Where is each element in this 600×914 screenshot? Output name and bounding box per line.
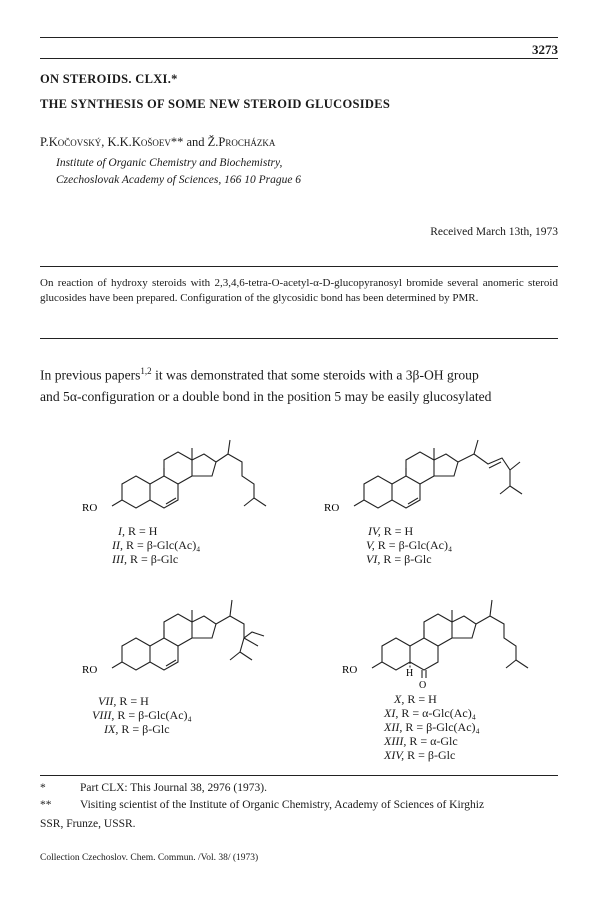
compound-label: II, R = β-Glc(Ac)₄ — [112, 538, 201, 552]
footnote-2-text: Visiting scientist of the Institute of Organic Chemistry, Academy of Sciences of Kirghiz — [80, 799, 485, 811]
title-line-1: ON STEROIDS. CLXI.* — [40, 72, 178, 86]
author-conjunction: and — [186, 135, 205, 149]
received-date: Received March 13th, 1973 — [430, 226, 558, 238]
ro-label-4: RO — [342, 664, 358, 676]
footnote-1-mark: * — [40, 782, 46, 794]
affiliation-line-2: Czechoslovak Academy of Sciences, 166 10 Prague 6 — [56, 174, 302, 186]
title-line-2: THE SYNTHESIS OF SOME NEW STEROID GLUCOSIDES — [40, 97, 391, 111]
footnote-1 — [40, 782, 560, 794]
body-line-1 — [40, 366, 560, 384]
journal-footer: Collection Czechoslov. Chem. Commun. /Vol. 38/ (1973) — [40, 853, 259, 863]
author-list: P.Kočovský, K.K.Košoev** and Ž.Procházka — [40, 135, 276, 149]
author-1-initials: P. — [40, 135, 49, 149]
hydrogen-label: H — [406, 668, 414, 679]
compound-label: XIV, R = β-Glc — [384, 748, 456, 762]
oxygen-label: O — [419, 680, 427, 690]
compound-label: VIII, R = β-Glc(Ac)₄ — [92, 708, 192, 722]
author-2-name: Košoev — [131, 135, 171, 149]
steroid-structure-1 — [80, 428, 300, 524]
ro-label-2: RO — [324, 502, 340, 514]
compound-label: XII, R = β-Glc(Ac)₄ — [384, 720, 480, 734]
compound-labels-4 — [384, 692, 480, 762]
compound-labels-1 — [112, 524, 201, 566]
compound-label: X, R = H — [394, 692, 437, 706]
body-line-1-start: In previous papers — [40, 367, 141, 383]
compound-label: VII, R = H — [98, 694, 149, 708]
reference-superscript: 1,2 — [140, 366, 152, 376]
footnote-2-continued: SSR, Frunze, USSR. — [40, 818, 136, 830]
compound-label: V, R = β-Glc(Ac)₄ — [366, 538, 453, 552]
author-3-initials: Ž. — [207, 135, 219, 149]
ro-label-3: RO — [82, 664, 98, 676]
compound-label: XIII, R = α-Glc — [384, 734, 458, 748]
header-rule — [40, 58, 558, 59]
footnote-2 — [40, 799, 560, 811]
page-number: 3273 — [532, 42, 558, 57]
abstract-top-rule — [40, 266, 558, 267]
author-2-footnote-mark: ** — [170, 135, 184, 149]
footnote-1-text: Part CLX: This Journal 38, 2976 (1973). — [80, 782, 267, 794]
compound-label: IV, R = H — [368, 524, 414, 538]
body-line-2: and 5α-configuration or a double bond in the position 5 may be easily glucosylated — [40, 389, 492, 404]
affiliation-line-1: Institute of Organic Chemistry and Biochemistry, — [56, 157, 283, 169]
steroid-structure-2 — [322, 428, 552, 524]
compound-labels-3 — [92, 694, 192, 736]
compound-label: VI, R = β-Glc — [366, 552, 432, 566]
compound-labels-2 — [368, 524, 452, 566]
steroid-structure-4 — [340, 590, 560, 690]
abstract-bottom-rule — [40, 338, 558, 339]
body-line-1-end: it was demonstrated that some steroids with a 3β-OH group — [151, 367, 479, 383]
compound-label: III, R = β-Glc — [112, 552, 179, 566]
author-2-initials: K.K. — [107, 135, 132, 149]
steroid-structure-3 — [80, 590, 300, 686]
compound-label: IX, R = β-Glc — [104, 722, 170, 736]
author-1-name: Kočovský — [48, 135, 102, 149]
author-3-name: Procházka — [218, 135, 276, 149]
top-rule — [40, 37, 558, 38]
compound-label: XI, R = α-Glc(Ac)₄ — [384, 706, 476, 720]
footnote-2-mark: ** — [40, 799, 52, 811]
ro-label-1: RO — [82, 502, 98, 514]
footnote-rule — [40, 775, 558, 776]
abstract: On reaction of hydroxy steroids with 2,3,4,6-tetra-O-acetyl-α-D-glucopyranosyl bromide several anomeric steroid glucosides have been prepared. Configuration of the glycosidic bond has been determined by PMR. — [40, 277, 558, 304]
compound-label: I, R = H — [118, 524, 158, 538]
